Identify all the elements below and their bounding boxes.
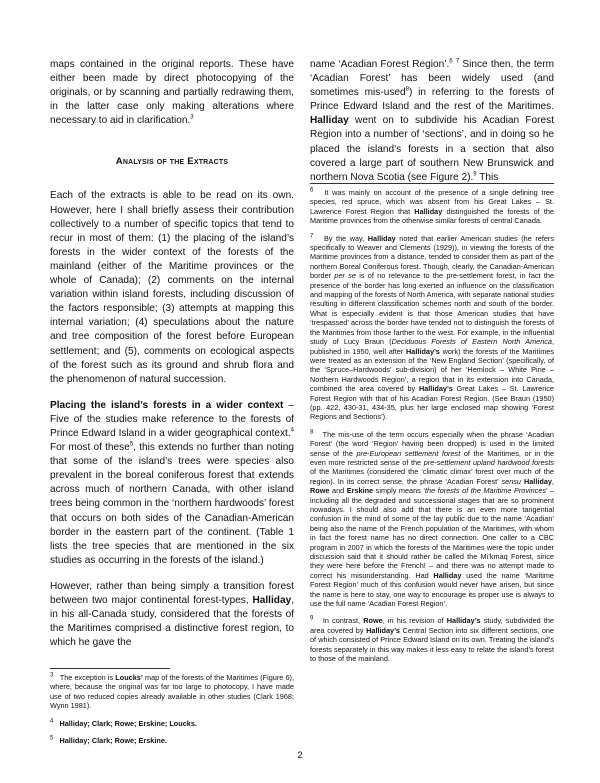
paragraph-topics: Each of the extracts is able to be read on its own. However, here I shall briefly assess their contribution collectively to a number of specific topics that tend to recur in most of them: (1) the placing of the island’s forests in the wider context of the forests of the mainland (either of the Maritime provinces or the whole of Canada); (2) comments on the internal variation within island forests, including discussion of the factors responsible; (3) attempts at mapping this internal variation; (4) speculations about the nature and tree composition of the forest before European settlement; and (5), comments on ecological aspects of the forest such as its ground and shrub flora and the phenomenon of natural succession.: [50, 190, 294, 385]
footnote-ref-5[interactable]: 5: [129, 441, 134, 448]
page-number: 2: [297, 750, 303, 761]
right-footnotes: [310, 183, 554, 672]
left-column: [50, 58, 294, 662]
footnote-8: $^8$ The mis-use of the term occurs especially when the phrase ‘Acadian Forest’ (the word ‘Region’ having been dropped) is used in the limited sense of the pre-European settlement forest of the Maritimes, or in the even more restricted sense of the pre-settlement upland hardwood forests of the Maritimes (considered the ‘climatic climax’ forest over much of the region). In its correct sense, the phrase ‘Acadian Forest’ sensu Halliday, Rowe and Erskine simply means ‘the forests of the Maritime Provinces’ – including all the degraded and successional stages that are so prominent nowadays. I should also add that there is an even more tangential confusion in the mind of some of the lay public due to the name ‘Acadian’ being also the name of the French population of the Maritimes, with whom in fact the forest name has no direct connection. One caller to a CBC program in 2007 in which the forests of the Maritimes were the topic under discussion said that it should rather be called the Mi’kmaq Forest, since they were here before the French! – and there was no attempt made to correct his misunderstanding. Had Halliday used the name ‘Maritime Forest Region’ much of this confusion would never have arisen, but since the name is here to stay, one way to encourage its proper use is always to use the full name ‘Acadian Forest Region’.: [310, 429, 554, 609]
footnote-ref-7[interactable]: 7: [455, 58, 460, 65]
footnote-6: $^6$ It was mainly on account of the presence of a single defining tree species, red spruce, which was absent from his Great Lakes – St. Lawrence Forest Region that Halliday distinguished the forests of the Maritime provinces from the otherwise similar forests of central Canada.: [310, 187, 554, 226]
footnote-7: $^7$ By the way, Halliday noted that earlier American studies (he refers specifically to Weaver and Clements (1929)), in viewing the forests of the Maritime provinces from a distance, tended to consider them as part of the northern Boreal Coniferous forest. Though, clearly, the Canadian-American border per se is of no relevance to the pre-settlement forest, in fact the presence of the border has long exerted an influence on the classification and mapping of the forests of North America, with separate national studies resulting in different classification schemes north and south of the border. What is especially evident is that those American studies that have ‘trespassed’ across the border have tended not to distinguish the forests of the Maritimes from those farther to the west. For example, in the influential study of Lucy Braun (Deciduous Forests of Eastern North America, published in 1950, well after Halliday’s work) the forests of the Maritimes were treated as an extension of the ‘New England Section’ (specifically, of the ‘Spruce–Hardwoods’ sub-division) of her ‘Hemlock – White Pine – Northern Hardwoods Region’, a region that in its extension into Canada, combined the area covered by Halliday’s Great Lakes – St. Lawrence Forest Region with that of his Acadian Forest Region. (See Braun (1950) (pp. 422, 430-31, 434-35, plus her large enclosed map showing ‘Forest Regions and Sections’).: [310, 233, 554, 422]
left-footnotes: [50, 668, 294, 753]
footnote-5: $^5$ Halliday; Clark; Rowe; Erskine.: [50, 735, 167, 746]
paragraph-acadian-forest: name ‘Acadian Forest Region’.$^6$ $^7$ Since then, the term ‘Acadian Forest’ has been widely used (and sometimes mis-used$^8$) in referring to the forests of Prince Edward Island and the rest of the Maritimes. Halliday went on to subdivide his Acadian Forest Region into a number of ‘sections’, and in doing so he placed the island’s forests in a section that also covered a large part of southern New Brunswick and northern Nova Scotia (see Figure 2).$^9$ This: [310, 58, 555, 183]
footnote-9: $^9$ In contrast, Rowe, in his revision of Halliday’s study, subdivided the area covered by Halliday’s Central Section into six different sections, one of which consisted of Prince Edward Island on its own. Treating the island’s forests separately in this way makes it less easy to relate the island’s forest to those of the mainland.: [310, 616, 554, 664]
footnote-ref-4[interactable]: 4: [290, 427, 294, 434]
footnote-divider: [310, 183, 554, 184]
paragraph-transition: However, rather than being simply a transition forest between two major continental forest-types, Halliday, in his all-Canada study, considered that the forests of the Maritimes comprised a distinctive forest region, to which he gave the: [50, 580, 294, 649]
subheading-wider-context: Placing the island’s forests in a wider context: [50, 399, 284, 411]
paragraph-maps: maps contained in the original reports. These have either been made by direct photocopying of the originals, or by scanning and partially redrawing them, in the latter case only making alterations where necessary to aid in clarification.$^3$: [50, 59, 294, 127]
right-column: [310, 58, 554, 197]
section-heading: Analysis of the Extracts: [115, 156, 229, 168]
footnote-ref-3[interactable]: 3: [190, 115, 194, 122]
footnote-ref-9[interactable]: 9: [473, 171, 477, 178]
footnote-4: $^4$ Halliday; Clark; Rowe; Erskine; Loucks.: [50, 718, 197, 728]
footnote-ref-8[interactable]: 8: [405, 86, 409, 93]
paragraph-wider-context: Placing the island’s forests in a wider context – Five of the studies make reference to the forests of Prince Edward Island in a wider geographical context.$^4$ For most of these$^5$, this extends no further than noting that some of the island’s trees were species also prevalent in the boreal coniferous forest that extends across much of northern Canada, with other island trees being common in the ‘northern hardwoods’ forest that occurs on both sides of the Canadian-American border in the eastern part of the continent. (Table 1 lists the tree species that are mentioned in the six studies as occurring in the forests of the island.): [50, 399, 294, 566]
footnote-3: $^3$ The exception is Loucks’ map of the forests of the Maritimes (Figure 6), where, because the original was far too large to photocopy, I have made use of two reduced copies already available in other studies (Clark 1968; Wynn 1981).: [50, 672, 294, 711]
footnote-divider: [50, 668, 170, 669]
footnote-ref-6[interactable]: 6: [449, 58, 453, 65]
